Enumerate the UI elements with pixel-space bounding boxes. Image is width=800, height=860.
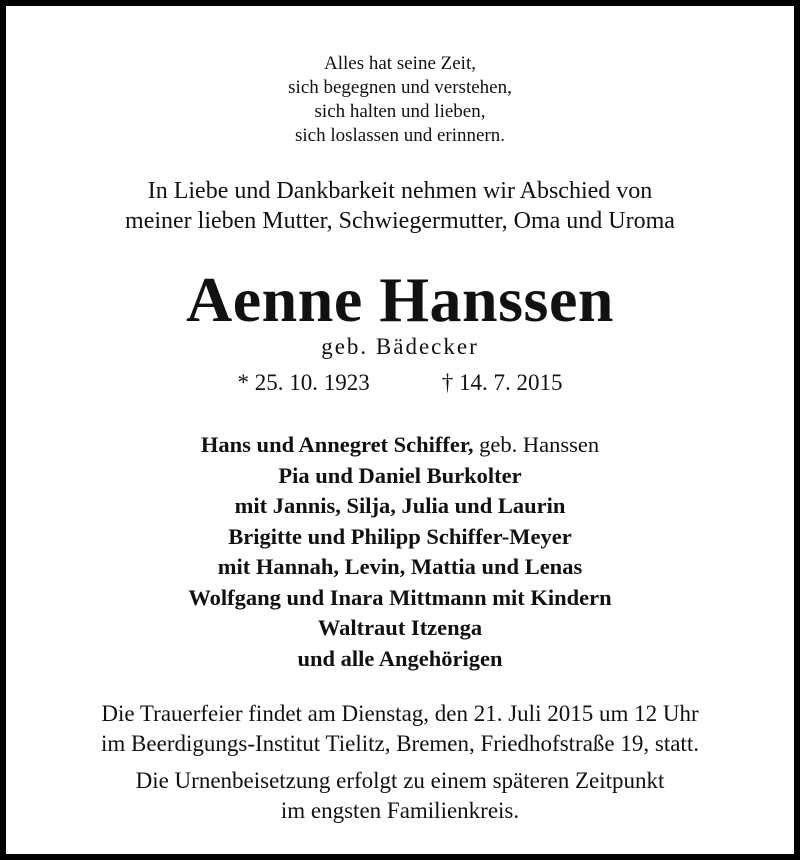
- mourner-line: Pia und Daniel Burkolter: [278, 462, 522, 488]
- birth-date: * 25. 10. 1923: [237, 370, 370, 395]
- mourners-list: [6, 430, 794, 674]
- poem-line: sich halten und lieben,: [314, 101, 486, 122]
- service-line: im Beerdigungs-Institut Tielitz, Bremen, Friedhofstraße 19, statt.: [101, 731, 699, 756]
- mourner-line: Waltraut Itzenga: [317, 615, 483, 640]
- intro-text: [6, 176, 794, 236]
- mourner-name: Hans und Annegret Schiffer,: [200, 432, 474, 457]
- deceased-name: Aenne Hanssen: [186, 264, 614, 335]
- poem-line: sich loslassen und erinnern.: [294, 125, 505, 146]
- intro-line: In Liebe und Dankbarkeit nehmen wir Abschied von: [147, 178, 653, 204]
- urn-line: Die Urnenbeisetzung erfolgt zu einem späteren Zeitpunkt: [135, 768, 665, 793]
- maiden-name: geb. Bädecker: [321, 334, 479, 359]
- urn-line: im engsten Familienkreis.: [280, 798, 520, 823]
- life-dates: [6, 368, 794, 398]
- mourner-line: Wolfgang und Inara Mittmann mit Kindern: [188, 584, 612, 610]
- mourner-line: mit Jannis, Silja, Julia und Laurin: [234, 493, 566, 518]
- mourner-maiden-name: geb. Hanssen: [473, 432, 600, 457]
- service-line: Die Trauerfeier findet am Dienstag, den 21. Juli 2015 um 12 Uhr: [101, 701, 699, 726]
- poem: [6, 52, 794, 148]
- poem-line: sich begegnen und verstehen,: [288, 77, 512, 98]
- funeral-service-info: [6, 699, 794, 759]
- mourner-line: Brigitte und Philipp Schiffer-Meyer: [228, 523, 572, 549]
- death-date: † 14. 7. 2015: [441, 370, 563, 395]
- mourner-line: und alle Angehörigen: [297, 645, 503, 671]
- mourner-line: [6, 430, 794, 461]
- poem-line: Alles hat seine Zeit,: [324, 53, 476, 74]
- mourner-line: mit Hannah, Levin, Mattia und Lenas: [217, 554, 583, 579]
- urn-burial-info: [6, 766, 794, 826]
- intro-line: meiner lieben Mutter, Schwiegermutter, Oma und Uroma: [125, 208, 675, 234]
